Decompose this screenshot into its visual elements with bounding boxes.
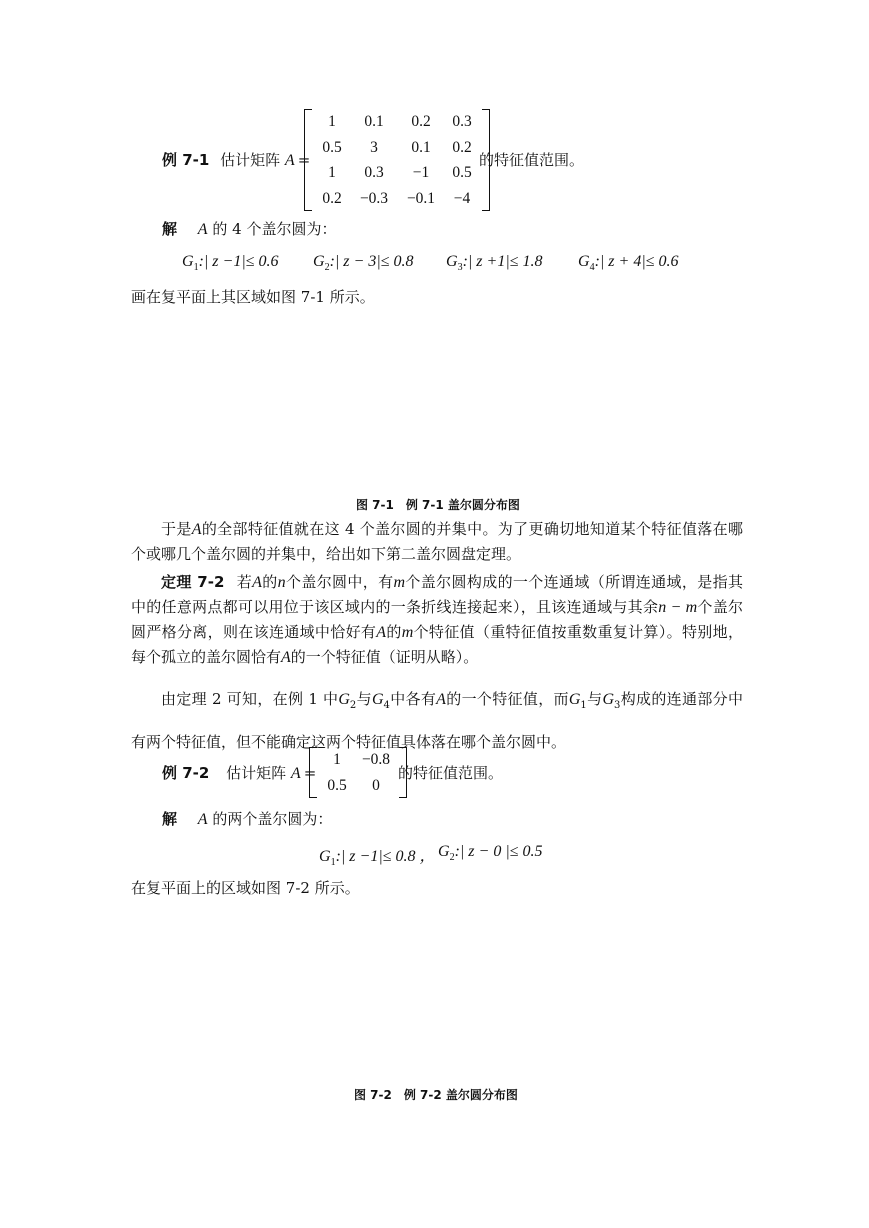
figure-7-2-caption: 图 7-2 例 7-2 盖尔圆分布图 <box>354 1088 518 1102</box>
matrix-cell: 1 <box>333 751 341 768</box>
example-1-equals: = <box>297 151 311 169</box>
disc-g2: $G_2:|$ z − 3|≤ 0.8 <box>313 253 414 274</box>
example-2-matrix <box>309 747 407 798</box>
region-1-text: 画在复平面上其区域如图 7-1 所示。 <box>131 288 375 306</box>
solution-1-line <box>162 219 336 240</box>
example-2-tail: 的特征值范围。 <box>398 764 504 782</box>
disc2-g2: $G_2:|$ z − 0 |≤ 0.5 <box>438 843 543 864</box>
disc-g3: $G_3:|$ z +1|≤ 1.8 <box>446 253 543 274</box>
figure-7-1-caption: 图 7-1 例 7-1 盖尔圆分布图 <box>356 498 520 512</box>
solution-1-text: 的 4 个盖尔圆为： <box>212 220 337 238</box>
matrix-cell: −0.3 <box>359 189 389 207</box>
example-1-matrix <box>304 109 490 211</box>
matrix-cell: −1 <box>412 164 430 181</box>
matrix-cell: 0 <box>372 776 380 794</box>
matrix-cell: 0.3 <box>364 164 384 181</box>
matrix-cell: 0.2 <box>452 138 472 156</box>
example-2-equals: = <box>303 764 317 782</box>
disc2-g1: $G_1:|$ z −1|≤ 0.8 ， <box>319 848 436 869</box>
matrix-cell: 1 <box>328 113 336 130</box>
matrix-cell: 3 <box>370 138 378 156</box>
example-1-intro <box>162 150 310 171</box>
disc-g4: $G_4:|$ z + 4|≤ 0.6 <box>578 253 679 274</box>
matrix-cell: 0.5 <box>452 164 472 181</box>
theorem-7-2: 定理 7-2 若A的n个盖尔圆中，有m个盖尔圆构成的一个连通域（所谓连通域，是指其中的任意两点都可以用位于该区域内的一条折线连接起来），且该连通域与其余n − m个盖尔圆严格分离，则在该连通域中恰好有A的m个特征值（重特征值按重数重复计算）。特别地，每个孤立的盖尔圆恰有A的一个特征值（证明从略）。 <box>131 573 743 666</box>
solution-1-var: A <box>197 221 208 238</box>
example-2-matrix-var: A <box>290 765 301 782</box>
example-2-label: 例 7-2 <box>162 764 210 782</box>
matrix-cell: 0.5 <box>322 138 342 156</box>
example-1-lead: 估计矩阵 <box>220 151 281 169</box>
region-2-text: 在复平面上的区域如图 7-2 所示。 <box>131 879 360 897</box>
matrix-cell: 0.1 <box>411 138 431 156</box>
disc-g1: $G_1:|$ z −1|≤ 0.6 <box>182 253 279 274</box>
matrix-cell: 0.2 <box>322 189 342 207</box>
solution-2-text: 的两个盖尔圆为： <box>212 810 333 828</box>
theorem-label: 定理 7-2 <box>161 573 225 591</box>
figure-7-2-area <box>140 910 740 1075</box>
paragraph-union: 于是A的全部特征值就在这 4 个盖尔圆的并集中。为了更确切地知道某个特征值落在哪个或哪几个盖尔圆的并集中，给出如下第二盖尔圆盘定理。 <box>131 520 743 563</box>
solution-2-label: 解 <box>162 810 178 828</box>
matrix-1-cells <box>312 109 482 211</box>
example-2-intro <box>162 763 316 784</box>
figure-7-1-area <box>140 320 740 485</box>
matrix-cell: −0.8 <box>361 751 391 768</box>
solution-2-var: A <box>197 811 208 828</box>
matrix-cell: −0.1 <box>406 189 436 207</box>
example-1-matrix-var: A <box>284 152 295 169</box>
matrix-cell: 0.1 <box>364 113 384 130</box>
paragraph-theorem-application: 由定理 2 可知，在例 1 中$G_2$与$G_4$中各有A的一个特征值，而$G_1$与$G_3$构成的连通部分中有两个特征值，但不能确定这两个特征值具体落在哪个盖尔圆中。 <box>131 690 743 751</box>
matrix-left-bracket <box>304 109 312 211</box>
matrix-2-cells <box>317 747 399 798</box>
matrix-cell: 0.5 <box>327 776 347 794</box>
matrix-cell: 1 <box>328 164 336 181</box>
example-2-lead: 估计矩阵 <box>226 764 287 782</box>
matrix-cell: −4 <box>453 189 471 207</box>
solution-1-label: 解 <box>162 220 178 238</box>
solution-2-line <box>162 809 332 830</box>
matrix-cell: 0.2 <box>411 113 431 130</box>
example-1-tail: 的特征值范围。 <box>479 151 585 169</box>
example-1-label: 例 7-1 <box>162 151 210 169</box>
matrix-cell: 0.3 <box>452 113 472 130</box>
